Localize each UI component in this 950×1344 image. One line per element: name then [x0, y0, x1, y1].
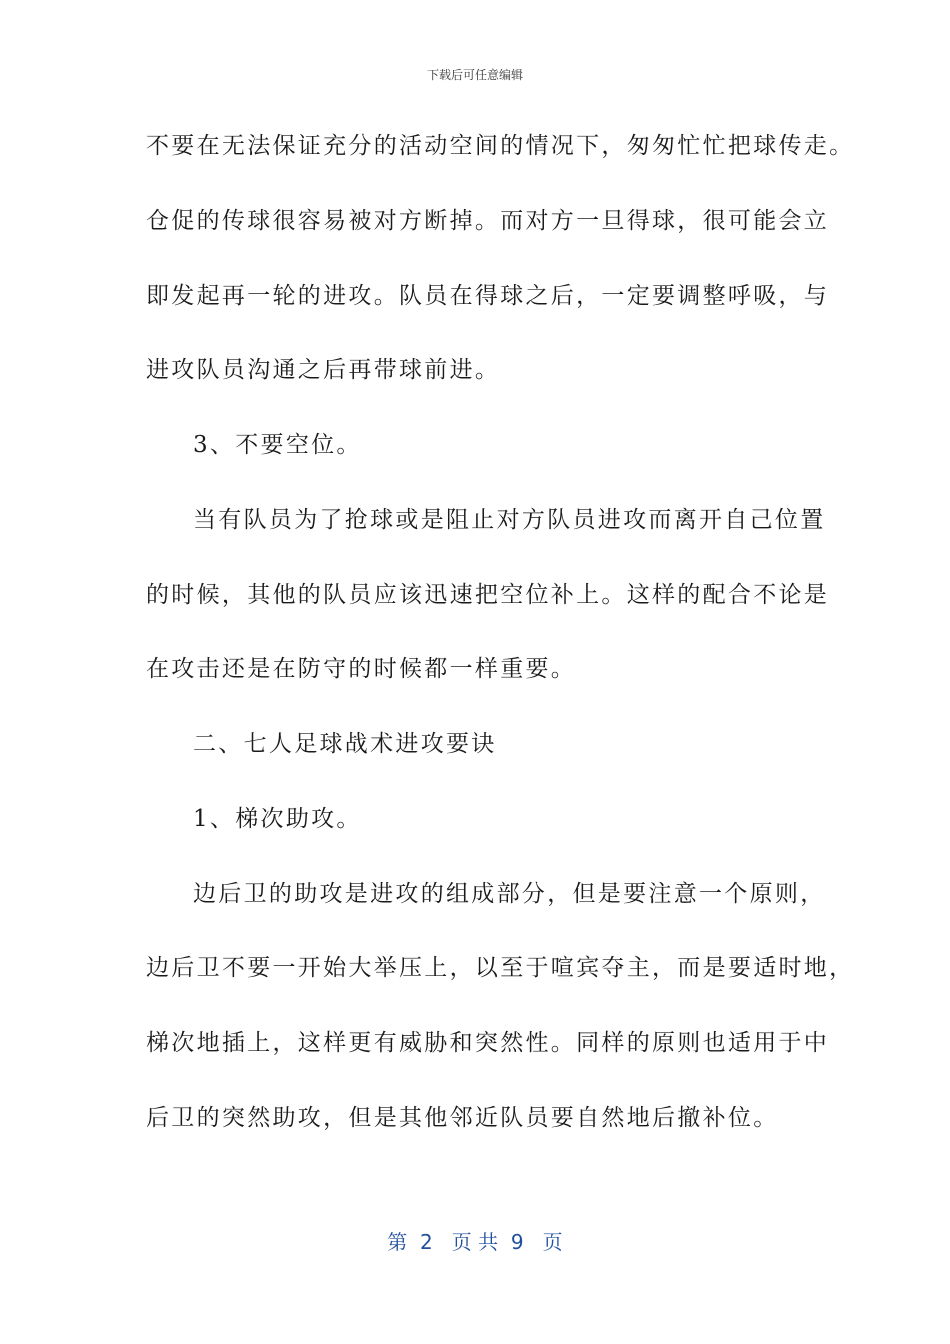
body-line-5: 当有队员为了抢球或是阻止对方队员进攻而离开自己位置: [193, 507, 826, 533]
body-line-3: 即发起再一轮的进攻。队员在得球之后，一定要调整呼吸，与: [146, 283, 830, 309]
body-line-10: 梯次地插上，这样更有威胁和突然性。同样的原则也适用于中: [146, 1030, 830, 1056]
body-line-8: 边后卫的助攻是进攻的组成部分，但是要注意一个原则，: [193, 881, 826, 907]
body-line-11: 后卫的突然助攻，但是其他邻近队员要自然地后撤补位。: [146, 1105, 779, 1131]
section-heading-two: 二、七人足球战术进攻要诀: [193, 731, 497, 757]
body-line-1: 不要在无法保证充分的活动空间的情况下，匆匆忙忙把球传走。: [146, 133, 855, 159]
section-heading-3: 3、不要空位。: [193, 432, 362, 458]
body-line-6: 的时候，其他的队员应该迅速把空位补上。这样的配合不论是: [146, 582, 830, 608]
body-line-4: 进攻队员沟通之后再带球前进。: [146, 357, 501, 383]
body-line-9: 边后卫不要一开始大举压上，以至于喧宾夺主，而是要适时地，: [146, 955, 855, 981]
section-heading-1: 1、梯次助攻。: [193, 806, 362, 832]
page-header: 下载后可任意编辑: [426, 68, 523, 82]
body-line-7: 在攻击还是在防守的时候都一样重要。: [146, 656, 577, 682]
page-number-footer: 第 2 页 共 9 页: [387, 1230, 563, 1254]
body-line-2: 仓促的传球很容易被对方断掉。而对方一旦得球，很可能会立: [146, 208, 830, 234]
